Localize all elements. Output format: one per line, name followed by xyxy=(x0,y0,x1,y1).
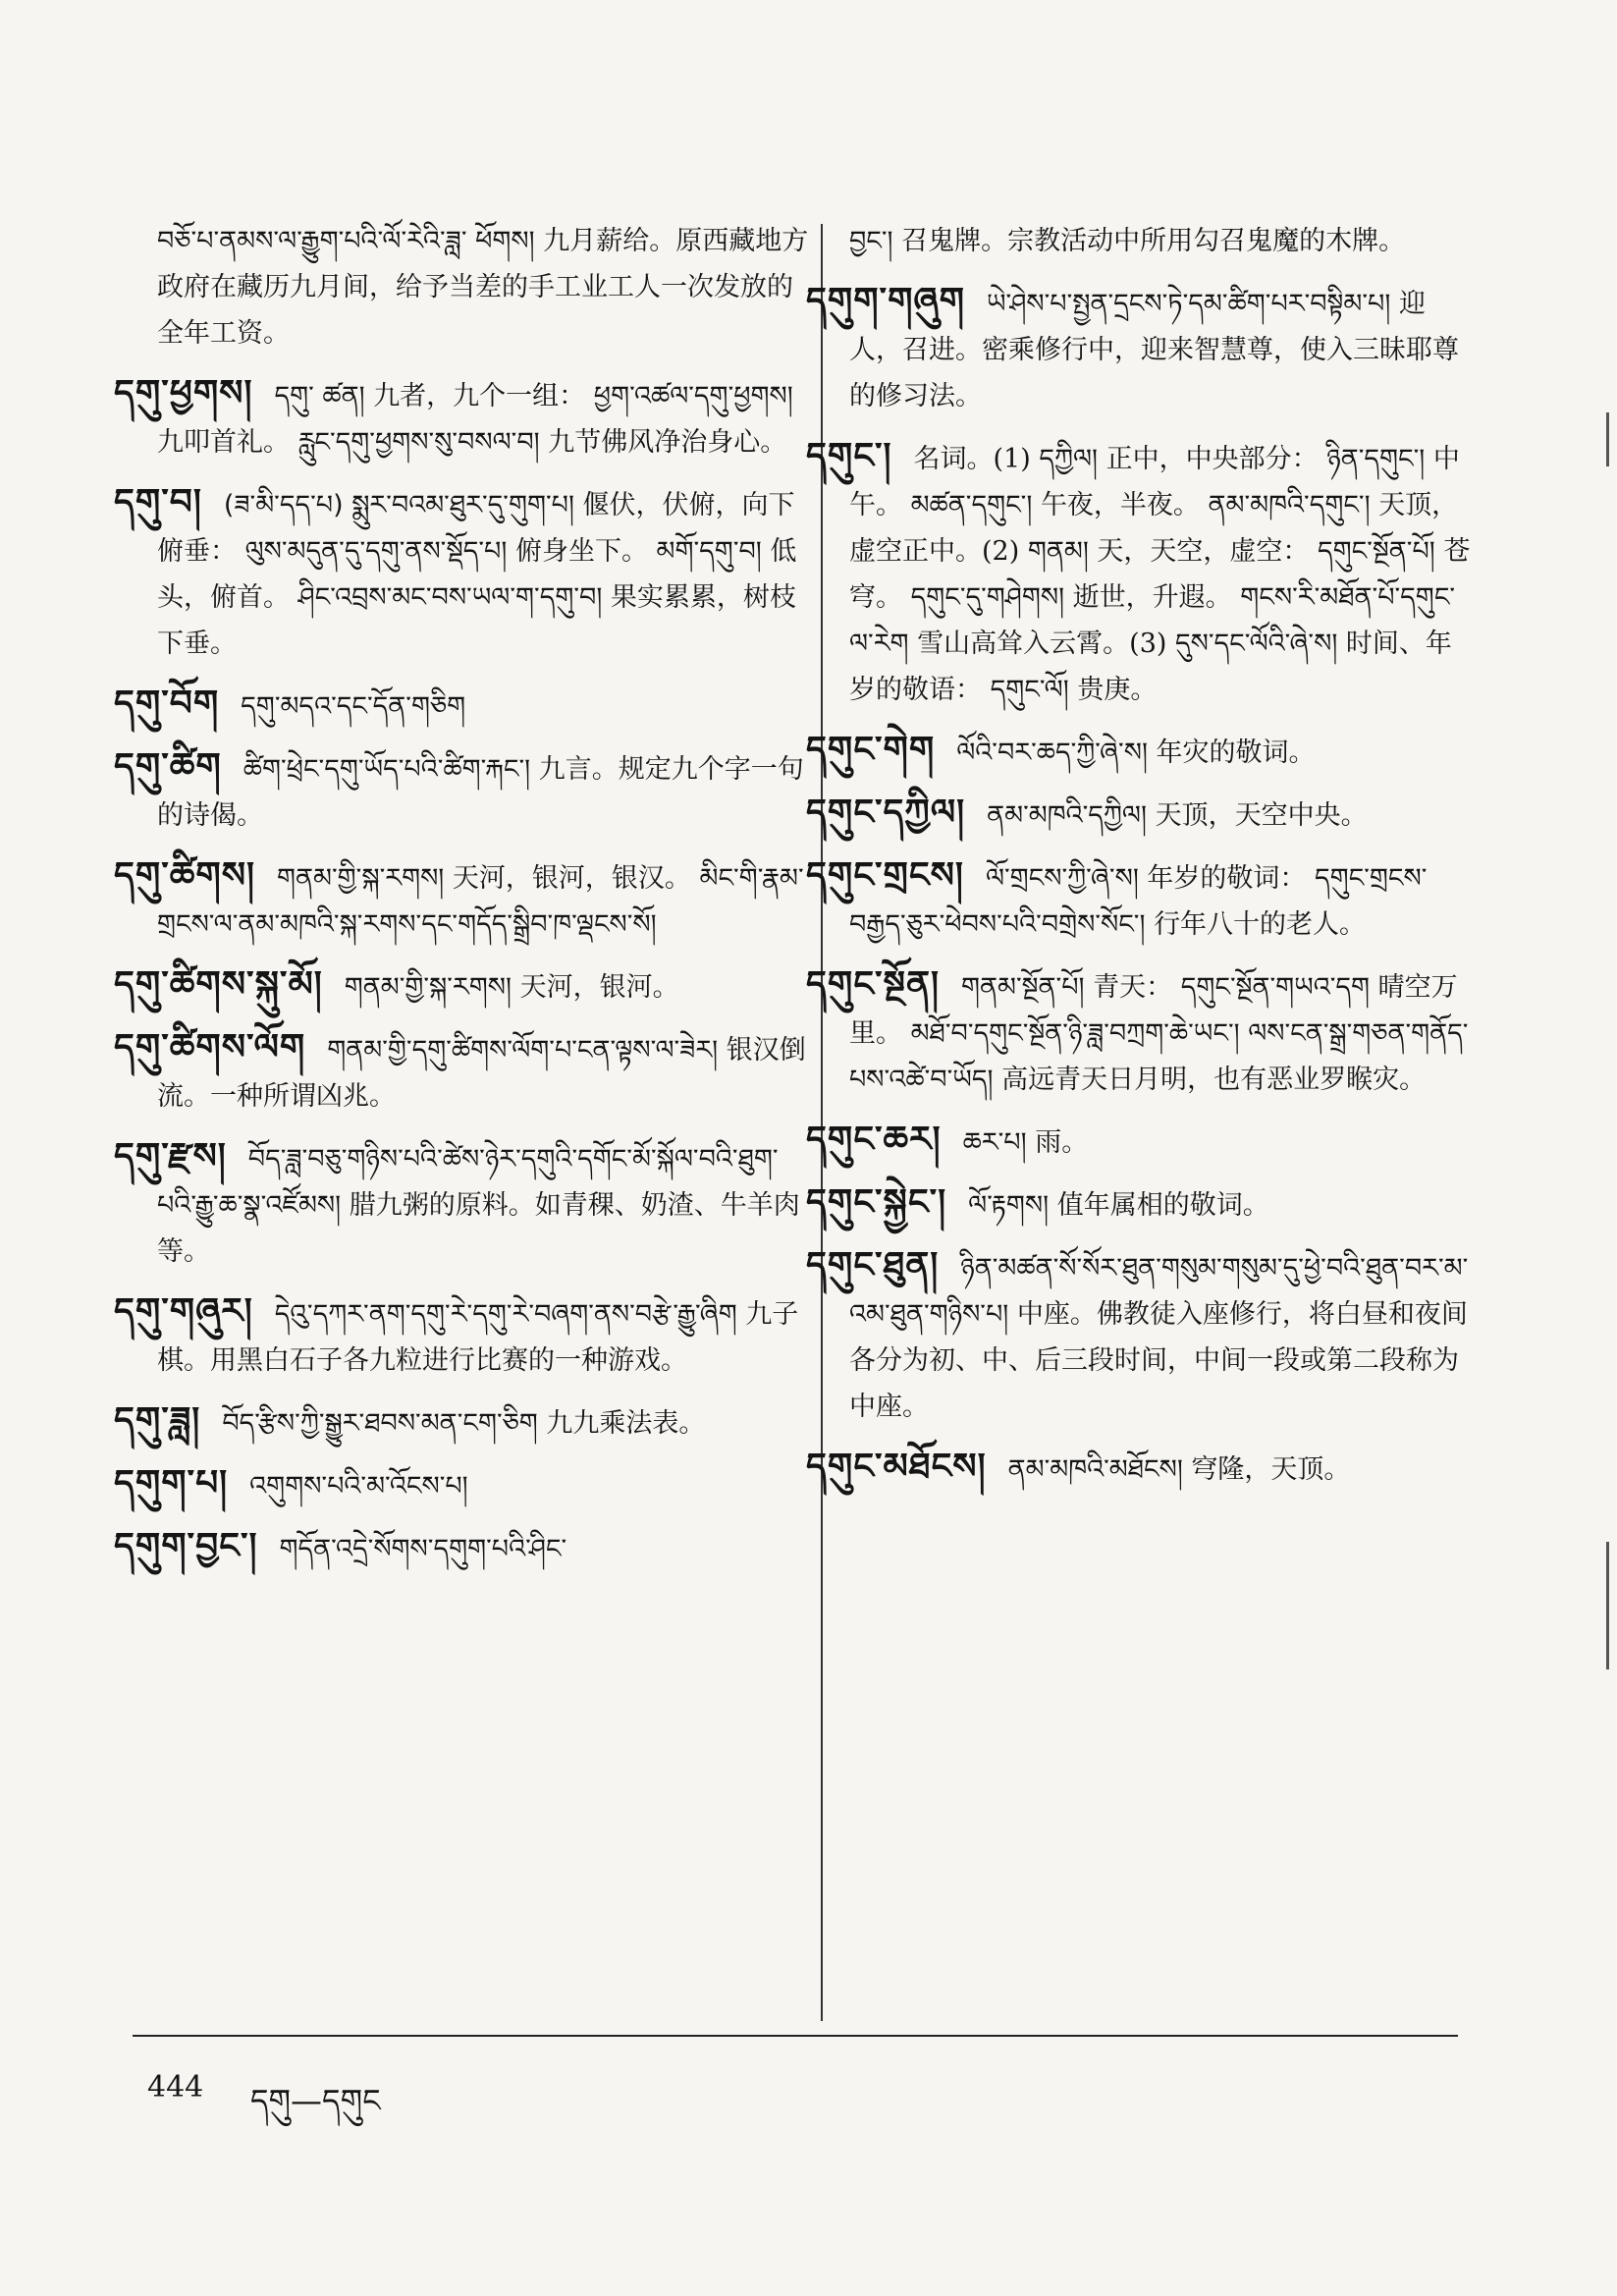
chinese-text: 中座。佛教徒入座修行，将白昼和夜间各分为初、中、后三段时间，中间一段或第二段称为中座。 xyxy=(849,1299,1468,1422)
chinese-text: 九子棋。用黑白石子各九粒进行比赛的一种游戏。 xyxy=(157,1299,799,1376)
chinese-text: 低头，俯首。 xyxy=(157,536,797,613)
headword: དགུ་ཚིགས། xyxy=(114,855,256,896)
dictionary-entry xyxy=(806,790,1478,839)
dictionary-entry xyxy=(806,727,1478,776)
chinese-text: 年灾的敬词。 xyxy=(1156,738,1316,768)
dictionary-entry xyxy=(114,681,815,730)
tibetan-text: དུས་དང་ལོའི་ཞེ་ས། xyxy=(1175,629,1338,659)
chinese-text: 青天： xyxy=(1093,972,1173,1003)
chinese-text: 天顶，虚空正中。(2) xyxy=(849,490,1459,567)
dictionary-entry xyxy=(806,961,1478,1103)
headword: དགུང་སྐྱེང་། xyxy=(806,1182,947,1223)
tibetan-text: ཉིན་མཚན་སོ་སོར་ཐུན་གསུམ་གསུམ་དུ་ཕྱེ་བའི་ཐུན་བར་མ་འམ་ཐུན་གཉིས་པ། xyxy=(849,1253,1469,1330)
chinese-text: 雪山高耸入云霄。(3) xyxy=(917,629,1167,659)
chinese-text: 行年八十的老人。 xyxy=(1154,909,1367,940)
dictionary-entry xyxy=(114,852,815,948)
tibetan-text: མཐོ་བ་དགུང་སྔོན་ཉི་ཟླ་བཀྲག་ཆེ་ཡང་། ལས་ངན་སྒྲ་གཅན་གནོད་པས་འཚེ་བ་ཡོད། xyxy=(849,1018,1469,1095)
tibetan-text: འགུགས་པའི་མ་འོངས་པ། xyxy=(249,1471,468,1502)
chinese-text: 银汉倒流。一种所谓凶兆。 xyxy=(157,1035,806,1112)
chinese-text: 苍穹。 xyxy=(849,536,1471,613)
tibetan-text: བོད་ཟླ་བཅུ་གཉིས་པའི་ཚེས་ཉེར་དགུའི་དགོང་མོ་སྐོལ་བའི་ཐུག་པའི་རྒྱུ་ཆ་སྣ་འཛོམས། xyxy=(157,1144,779,1221)
dictionary-entry xyxy=(806,433,1478,713)
tibetan-text: མིང་གི་རྣམ་གྲངས་ལ་ནམ་མཁའི་སྐ་རགས་དང་གདོད་སྒྲིབ་ཁ་ལྡངས་སོ། xyxy=(157,863,804,940)
headword: དགུ་ཕྱགས། xyxy=(114,373,253,413)
chinese-text: 年岁的敬词： xyxy=(1147,863,1307,894)
headword: དགུག་པ། xyxy=(114,1463,229,1503)
chinese-text: 天顶，天空中央。 xyxy=(1155,800,1368,831)
tibetan-text: ལུས་མདུན་དུ་དགུ་ནས་སྡོད་པ། xyxy=(244,536,508,567)
tibetan-text: ལོ་རྟགས། xyxy=(968,1190,1050,1221)
tibetan-text: ཆར་པ། xyxy=(962,1127,1027,1158)
edge-mark xyxy=(1606,412,1609,466)
dictionary-entry xyxy=(114,743,815,839)
dictionary-entry xyxy=(806,1117,1478,1166)
tibetan-text: གནམ། xyxy=(1027,536,1089,567)
tibetan-text: དགུང་སྔོན་པོ། xyxy=(1318,536,1435,567)
tibetan-text: དེའུ་དཀར་ནག་དགུ་རེ་དགུ་རེ་བཞག་ནས་བརྩེ་རྒྱུ་ཞིག xyxy=(274,1299,737,1330)
tibetan-text: བོད་རྩིས་ཀྱི་སྒྱུར་ཐབས་མན་ངག་ཅིག xyxy=(222,1408,538,1439)
headword: དགུ་བོག xyxy=(114,683,220,724)
headword: དགུག་བྱང་། xyxy=(114,1526,258,1566)
tibetan-text: གནམ་གྱི་དགུ་ཚིགས་ལོག་པ་ངན་ལྟས་ལ་ཟེར། xyxy=(327,1035,719,1066)
tibetan-text: གནམ་གྱི་སྐ་རགས། xyxy=(344,972,512,1003)
edge-mark xyxy=(1606,1542,1609,1669)
tibetan-text: གནམ་གྱི་སྐ་རགས། xyxy=(277,863,445,894)
running-head: དགུ—དགུང xyxy=(250,2082,381,2119)
chinese-text: 果实累累，树枝下垂。 xyxy=(157,582,796,659)
chinese-text: 九言。规定九个字一句的诗偈。 xyxy=(157,754,804,831)
tibetan-text: དགུང་དུ་གཤེགས། xyxy=(910,582,1065,613)
tibetan-text: དཀྱིལ། xyxy=(1039,444,1099,474)
headword: དགུ་རྫས། xyxy=(114,1136,227,1176)
dictionary-entry xyxy=(806,1242,1478,1430)
chinese-text: 召鬼牌。宗教活动中所用勾召鬼魔的木牌。 xyxy=(901,226,1406,256)
chinese-text: 时间、年岁的敬语： xyxy=(849,629,1452,705)
dictionary-entry xyxy=(806,278,1478,419)
dictionary-entry xyxy=(806,1179,1478,1229)
tibetan-text: ནམ་མཁའི་དཀྱིལ། xyxy=(987,800,1147,831)
chinese-text: 午夜，半夜。 xyxy=(1040,490,1200,520)
chinese-text: 穹隆，天顶。 xyxy=(1191,1454,1351,1485)
chinese-text: 九者，九个一组： xyxy=(373,381,586,411)
dictionary-entry xyxy=(806,852,1478,948)
tibetan-text: གངས་རི་མཐོན་པོ་དགུང་ལ་རེག xyxy=(849,582,1456,659)
headword: དགུ་ཚིགས་སྐུ་མོ། xyxy=(114,964,323,1005)
tibetan-text: དགུང་སྔོན་གཡའ་དག xyxy=(1180,972,1371,1003)
tibetan-text: བྱང་། xyxy=(849,226,893,256)
headword: དགུ་ཚིགས་ལོག xyxy=(114,1027,306,1067)
chinese-text: 值年属相的敬词。 xyxy=(1056,1190,1269,1221)
chinese-text: 名词。(1) xyxy=(913,444,1031,474)
chinese-text: 正中，中央部分： xyxy=(1105,444,1319,474)
footer-rule xyxy=(133,2035,1458,2037)
headword: དགུ་ཚིག xyxy=(114,746,222,787)
chinese-text: 俯身坐下。 xyxy=(514,536,648,567)
chinese-text: 晴空万里。 xyxy=(849,972,1458,1049)
left-column xyxy=(114,218,815,1586)
headword: དགུག་གཞུག xyxy=(806,281,965,321)
chinese-text: 雨。 xyxy=(1035,1127,1089,1158)
tibetan-text: མཚན་དགུང་། xyxy=(910,490,1033,520)
headword: དགུ་ཟླ། xyxy=(114,1400,201,1441)
chinese-text: 九叩首礼。 xyxy=(157,427,290,458)
tibetan-text: ལོའི་བར་ཆད་ཀྱི་ཞེ་ས། xyxy=(956,738,1148,768)
chinese-text: 腊九粥的原料。如青稞、奶渣、牛羊肉等。 xyxy=(157,1190,800,1267)
headword: དགུང་མཐོངས། xyxy=(806,1447,987,1487)
right-column xyxy=(806,218,1478,1506)
tibetan-text: ཡེ་ཤེས་པ་སྤྱན་དྲངས་ཏེ་དམ་ཚིག་པར་བསྟིམ་པ། xyxy=(986,289,1391,319)
dictionary-entry xyxy=(114,1397,815,1447)
headword: དགུང་དཀྱིལ། xyxy=(806,793,966,833)
chinese-text: 天河，银河，银汉。 xyxy=(452,863,691,894)
dictionary-entry xyxy=(114,1024,815,1120)
tibetan-text: དགུ་ ཚན། xyxy=(274,381,365,411)
chinese-text: 贵庚。 xyxy=(1077,675,1158,705)
tibetan-text: དགུང་གྲངས་བརྒྱད་ཅུར་ཕེབས་པའི་བགྲེས་སོང་། xyxy=(849,863,1428,940)
tibetan-text: དགུ་མདའ་དང་དོན་གཅིག xyxy=(241,691,466,722)
headword: དགུང་གེག xyxy=(806,730,936,770)
dictionary-entry xyxy=(114,961,815,1011)
dictionary-entry xyxy=(114,1460,815,1509)
chinese-text: 天，天空，虚空： xyxy=(1097,536,1310,567)
headword: དགུང་གྲངས། xyxy=(806,855,964,896)
chinese-text: 迎人，召进。密乘修行中，迎来智慧尊，使入三昧耶尊的修习法。 xyxy=(849,289,1459,411)
tibetan-text: ཕྱག་འཚལ་དགུ་ཕྱགས། xyxy=(593,381,793,411)
dictionary-entry xyxy=(849,218,1478,264)
chinese-text: 逝世，升遐。 xyxy=(1072,582,1232,613)
page-number: 444 xyxy=(147,2070,204,2105)
headword: དགུང་ཐུན། xyxy=(806,1245,940,1285)
headword: དགུང་ཆར། xyxy=(806,1120,942,1160)
tibetan-text: གནམ་སྔོན་པོ། xyxy=(961,972,1085,1003)
chinese-text: 偃伏，伏俯，向下俯垂： xyxy=(157,490,795,567)
chinese-text: 九九乘法表。 xyxy=(546,1408,706,1439)
tibetan-text: གདོན་འདྲེ་སོགས་དགུག་པའི་ཤིང་ xyxy=(279,1534,567,1564)
chinese-text: 天河，银河。 xyxy=(519,972,679,1003)
chinese-text: 高远青天日月明，也有恶业罗睺灾。 xyxy=(1001,1065,1427,1095)
dictionary-entry xyxy=(114,370,815,465)
dictionary-entry xyxy=(806,1444,1478,1493)
dictionary-entry xyxy=(114,1523,815,1572)
chinese-text: 九节佛风净治身心。 xyxy=(548,427,787,458)
tibetan-text: (ཟ་མི་དད་པ) སྨུར་བའམ་ཐུར་དུ་གུག་པ། xyxy=(223,490,574,520)
headword: དགུ་གཞུར། xyxy=(114,1291,253,1332)
dictionary-entry xyxy=(157,218,815,356)
dictionary-entry xyxy=(114,1288,815,1384)
tibetan-text: ཤིང་འབྲས་མང་བས་ཡལ་ག་དགུ་བ། xyxy=(297,582,603,613)
headword: དགུང་། xyxy=(806,436,892,476)
tibetan-text: ནམ་མཁའི་མཐོངས། xyxy=(1007,1454,1183,1485)
tibetan-text: དགུང་ལོ། xyxy=(990,675,1069,705)
tibetan-text: མགོ་དགུ་བ། xyxy=(656,536,762,567)
dictionary-entry xyxy=(114,479,815,667)
tibetan-text: ནམ་མཁའི་དགུང་། xyxy=(1208,490,1371,520)
chinese-text: 中午。 xyxy=(849,444,1460,520)
tibetan-text: ཉིན་དགུང་། xyxy=(1326,444,1426,474)
tibetan-text: རླུང་དགུ་ཕྱགས་སུ་བསལ་བ། xyxy=(297,427,540,458)
dictionary-entry xyxy=(114,1133,815,1275)
tibetan-text: བཅོ་པ་ནམས་ལ་རྒྱུག་པའི་ལོ་རེའི་ཟླ་ ཕོགས། xyxy=(157,226,535,256)
headword: དགུང་སྔོན། xyxy=(806,964,941,1005)
chinese-text: 九月薪给。原西藏地方政府在藏历九月间，给予当差的手工业工人一次发放的全年工资。 xyxy=(157,226,809,349)
tibetan-text: ཚིག་ཕྲེང་དགུ་ཡོད་པའི་ཚིག་རྐང་། xyxy=(243,754,531,785)
headword: དགུ་བ། xyxy=(114,482,202,522)
tibetan-text: ལོ་གྲངས་ཀྱི་ཞེ་ས། xyxy=(985,863,1139,894)
